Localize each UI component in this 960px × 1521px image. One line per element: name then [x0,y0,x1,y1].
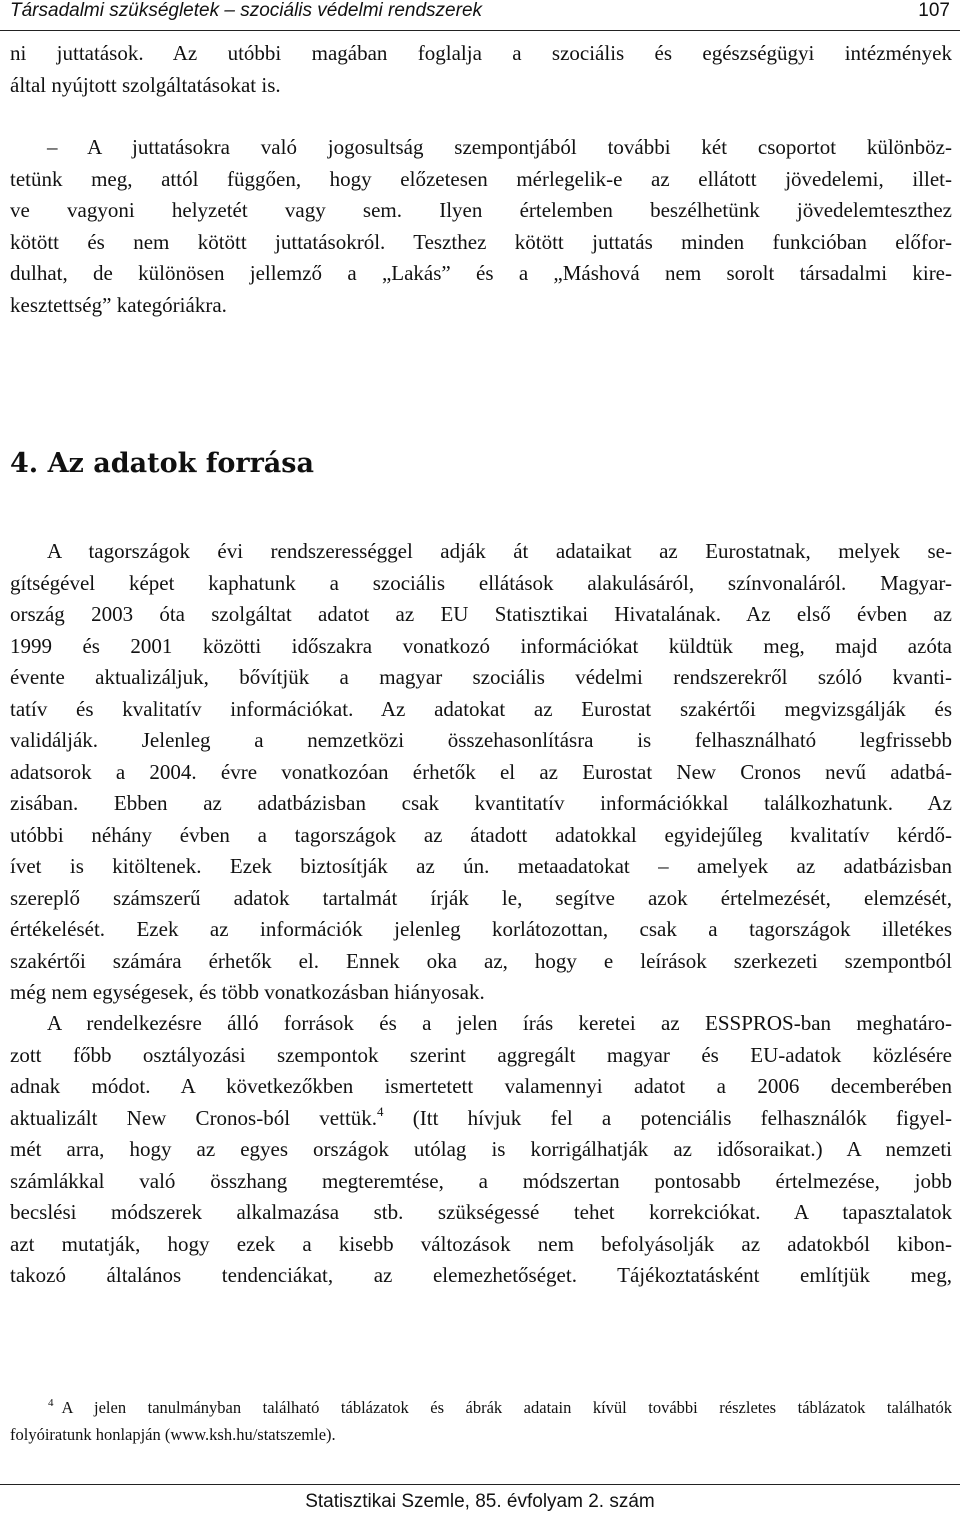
text-line: adatsorok a 2004. évre vonatkozóan érhetők el az Eurostat New Cronos nevű adatbá- [10,759,952,784]
text-line: zisában. Ebben az adatbázisban csak kvantitatív információkkal találkozhatunk. Az [10,791,952,815]
text-line: ni juttatások. Az utóbbi magában foglalja a szociális és egészségügyi intézmények [10,41,952,65]
body-paragraph-1 [10,536,952,1009]
text-line: szereplő számszerű adatok tartalmát írják le, segítve azok értelmezését, elemzését, [10,885,952,910]
text-line-with-footnote [10,1103,952,1135]
text-line: dulhat, de különösen jellemző a „Lakás” és a „Máshová nem sorolt társadalmi kire- [10,261,952,285]
running-footer: Statisztikai Szemle, 85. évfolyam 2. szám [0,1484,960,1521]
footnote-line [10,1390,952,1421]
intro-paragraph-2 [10,132,952,321]
text-line: utóbbi néhány évben a tagországok az átadott adatokkal egyidejűleg kvalitatív kérdő- [10,822,952,847]
text-line: ve vagyoni helyzetét vagy sem. Ilyen értelemben beszélhetünk jövedelemteszthez [10,198,952,222]
text-line: ívet is kitöltenek. Ezek biztosítják az ún. metaadatokat – amelyek az adatbázisban [10,854,952,878]
text-line: kesztettség” kategóriákra. [10,292,227,317]
text-line: A tagországok évi rendszerességgel adják át adataikat az Eurostatnak, melyek se- [47,539,952,563]
running-header [0,0,960,31]
text-line: validálják. Jelenleg a nemzetközi összehasonlításra is felhasználható legfrissebb [10,728,952,752]
text-segment: (Itt hívjuk fel a potenciális felhasználók figyel- [383,1105,952,1130]
text-line: által nyújtott szolgáltatásokat is. [10,72,281,97]
page-number: 107 [918,0,950,21]
text-line: értékelését. Ezek az információk jelenleg korlátozottan, csak a tagországok illetékes [10,917,952,941]
text-line: tatív és kvalitatív információkat. Az adatokat az Eurostat szakértői megvizsgálják és [10,696,952,721]
text-line: azt mutatják, hogy ezek a kisebb változások nem befolyásolják az adatokból kibon- [10,1231,952,1256]
text-line: becslési módszerek alkalmazása stb. szükségessé tehet korrekciókat. A tapasztalatok [10,1200,952,1224]
text-line: takozó általános tendenciákat, az elemezhetőséget. Tájékoztatásként említjük meg, [10,1263,952,1287]
text-line: tetünk meg, attól függően, hogy előzetesen mérlegelik-e az ellátott jövedelemi, illet- [10,166,952,191]
text-line: szakértői számára érhetők el. Ennek oka az, hogy e leírások szerkezeti szempontból [10,948,952,973]
text-line: – A juttatásokra való jogosultság szempontjából további két csoportot különböz- [47,135,952,159]
footnote [10,1390,952,1448]
text-line: A rendelkezésre álló források és a jelen írás keretei az ESSPROS-ban meghatáro- [47,1011,952,1035]
body-paragraph-2 [10,1008,952,1292]
running-title: Társadalmi szükségletek – szociális védelmi rendszerek [10,0,483,21]
footnote-text: A jelen tanulmányban található táblázatok és ábrák adatain kívül további részletes táblázatok találhatók [61,1398,952,1417]
text-line: adnak módot. A következőkben ismertetett valamennyi adatot a 2006 decemberében [10,1074,952,1098]
section-heading: 4. Az adatok forrása [10,448,314,479]
footnote-mark: 4 [48,1397,54,1409]
text-line: gítségével képet kaphatunk a szociális ellátások alakulásáról, színvonaláról. Magyar- [10,570,952,595]
text-line: zott főbb osztályozási szempontok szerint aggregált magyar és EU-adatok közlésére [10,1042,952,1067]
text-line: ország 2003 óta szolgáltat adatot az EU Statisztikai Hivatalának. Az első évben az [10,602,952,626]
text-line: évente aktualizáljuk, bővítjük a magyar szociális védelmi rendszerekről szóló kvanti- [10,665,952,689]
text-line: mét arra, hogy az egyes országok utólag is korrigálhatják az idősoraikat.) A nemzeti [10,1137,952,1161]
footnote-reference: 4 [377,1103,384,1119]
text-segment: aktualizált New Cronos-ból vettük. [10,1105,378,1130]
text-line: 1999 és 2001 közötti időszakra vonatkozó információkat küldtük meg, majd azóta [10,633,952,658]
intro-paragraph-1 [10,38,952,101]
footnote-line: folyóiratunk honlapján (www.ksh.hu/statszemle). [10,1425,336,1444]
text-line: számlákkal való összhang megteremtése, a módszertan pontosabb értelmezése, jobb [10,1168,952,1193]
text-line: kötött és nem kötött juttatásokról. Teszthez kötött juttatás minden funkcióban előfor- [10,229,952,254]
text-line: még nem egységesek, és több vonatkozásban hiányosak. [10,980,485,1004]
